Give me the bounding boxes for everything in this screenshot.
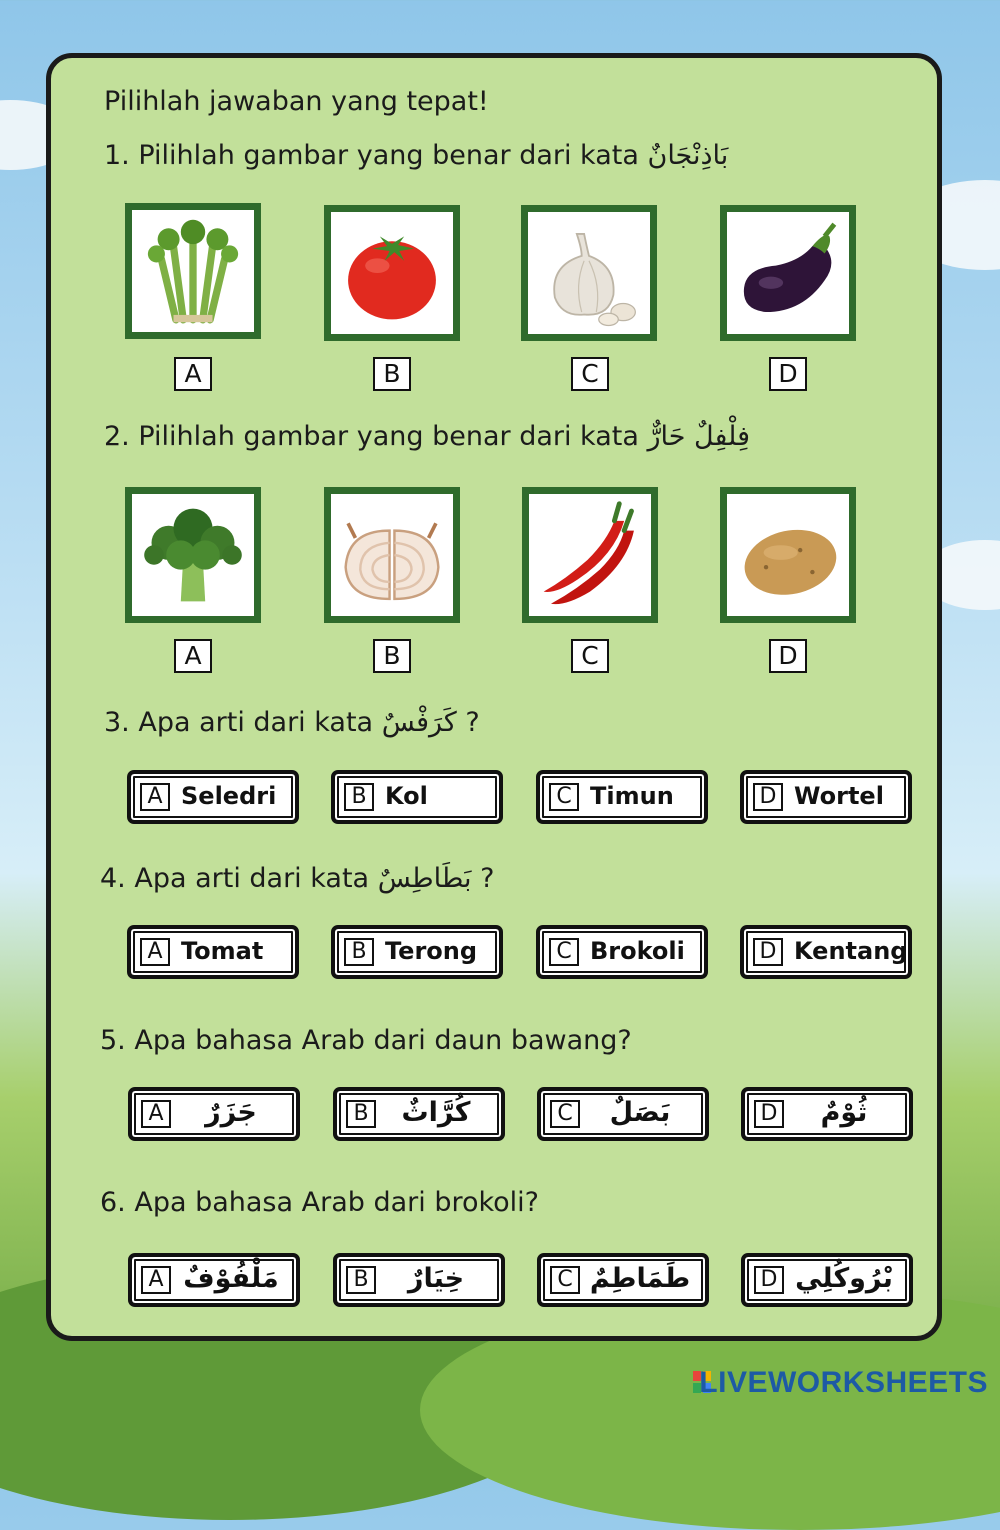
eggplant-icon — [727, 212, 849, 334]
chili-icon — [529, 494, 651, 616]
celery-icon — [132, 210, 254, 332]
option-letter: C — [550, 1266, 580, 1294]
question-5 — [100, 1025, 632, 1056]
q4-option-d[interactable] — [740, 925, 912, 979]
q1-letter-a[interactable]: A — [174, 357, 212, 391]
garlic-icon — [528, 212, 650, 334]
option-letter: D — [754, 1266, 784, 1294]
option-text: Timun — [590, 782, 674, 810]
question-1-arabic: بَاذِنْجَانٌ — [647, 140, 729, 171]
q2-letter-a[interactable]: A — [174, 639, 212, 673]
option-arabic: بْرُوكُلِي — [795, 1263, 893, 1294]
q3-option-c[interactable] — [536, 770, 708, 824]
option-letter: A — [141, 1100, 171, 1128]
question-4 — [100, 863, 494, 894]
option-letter: C — [549, 938, 579, 966]
onion-icon — [331, 494, 453, 616]
q1-option-a-image[interactable] — [125, 203, 261, 339]
question-5-text: 5. Apa bahasa Arab dari daun bawang? — [100, 1025, 632, 1056]
option-letter: D — [753, 783, 783, 811]
option-arabic: جَزَرٌ — [205, 1097, 257, 1128]
question-4-arabic: بَطَاطِسٌ — [377, 863, 472, 894]
q4-option-b[interactable] — [331, 925, 503, 979]
q6-option-c[interactable] — [537, 1253, 709, 1307]
option-letter: A — [140, 938, 170, 966]
tomato-icon — [331, 212, 453, 334]
q2-letter-c[interactable]: C — [571, 639, 609, 673]
q1-letter-b[interactable]: B — [373, 357, 411, 391]
q3-option-a[interactable] — [127, 770, 299, 824]
option-text: Brokoli — [590, 937, 685, 965]
q2-option-a-image[interactable] — [125, 487, 261, 623]
option-text: Seledri — [181, 782, 277, 810]
q2-option-c-image[interactable] — [522, 487, 658, 623]
q4-option-c[interactable] — [536, 925, 708, 979]
option-letter: D — [753, 938, 783, 966]
q3-option-b[interactable] — [331, 770, 503, 824]
q6-option-b[interactable] — [333, 1253, 505, 1307]
q1-option-d-image[interactable] — [720, 205, 856, 341]
option-arabic: طَمَاطِمٌ — [589, 1263, 691, 1294]
q6-option-d[interactable] — [741, 1253, 913, 1307]
q2-letter-b[interactable]: B — [373, 639, 411, 673]
option-letter: C — [549, 783, 579, 811]
option-letter: A — [140, 783, 170, 811]
option-letter: B — [344, 938, 374, 966]
brand-logo[interactable]: LIVEWORKSHEETS — [699, 1366, 988, 1399]
option-arabic: بَصَلٌ — [609, 1097, 671, 1128]
question-2-arabic: فِلْفِلٌ حَارٌّ — [647, 421, 750, 452]
option-letter: B — [346, 1266, 376, 1294]
potato-icon — [727, 494, 849, 616]
q5-option-b[interactable] — [333, 1087, 505, 1141]
q1-option-b-image[interactable] — [324, 205, 460, 341]
option-letter: A — [141, 1266, 171, 1294]
q1-option-c-image[interactable] — [521, 205, 657, 341]
question-1-text: 1. Pilihlah gambar yang benar dari kata — [104, 140, 639, 171]
question-6-text: 6. Apa bahasa Arab dari brokoli? — [100, 1187, 540, 1218]
question-6 — [100, 1187, 539, 1218]
question-2 — [104, 421, 750, 452]
option-letter: B — [344, 783, 374, 811]
q5-option-d[interactable] — [741, 1087, 913, 1141]
option-arabic: كُرَّاثٌ — [401, 1097, 471, 1128]
option-text: Terong — [385, 937, 478, 965]
option-arabic: مَلْفُوْفٌ — [183, 1263, 279, 1294]
q2-option-b-image[interactable] — [324, 487, 460, 623]
q6-option-a[interactable] — [128, 1253, 300, 1307]
option-arabic: خِيَارٌ — [407, 1263, 465, 1294]
question-4-text: 4. Apa arti dari kata — [100, 863, 370, 894]
q2-letter-d[interactable]: D — [769, 639, 807, 673]
question-2-text: 2. Pilihlah gambar yang benar dari kata — [104, 421, 639, 452]
option-letter: C — [550, 1100, 580, 1128]
q1-letter-d[interactable]: D — [769, 357, 807, 391]
q5-option-a[interactable] — [128, 1087, 300, 1141]
question-3-suffix: ? — [465, 707, 480, 738]
option-text: Kol — [385, 782, 428, 810]
question-1 — [104, 140, 728, 171]
option-letter: B — [346, 1100, 376, 1128]
question-3-arabic: كَرَفْسٌ — [381, 707, 457, 738]
q5-option-c[interactable] — [537, 1087, 709, 1141]
option-letter: D — [754, 1100, 784, 1128]
q2-option-d-image[interactable] — [720, 487, 856, 623]
question-3 — [104, 707, 480, 738]
instruction: Pilihlah jawaban yang tepat! — [104, 86, 489, 117]
option-text: Wortel — [794, 782, 884, 810]
question-3-text: 3. Apa arti dari kata — [104, 707, 374, 738]
question-4-suffix: ? — [480, 863, 495, 894]
q1-letter-c[interactable]: C — [571, 357, 609, 391]
q4-option-a[interactable] — [127, 925, 299, 979]
option-text: Kentang — [794, 937, 908, 965]
broccoli-icon — [132, 494, 254, 616]
q3-option-d[interactable] — [740, 770, 912, 824]
option-text: Tomat — [181, 937, 264, 965]
option-arabic: ثُوْمٌ — [820, 1097, 868, 1128]
